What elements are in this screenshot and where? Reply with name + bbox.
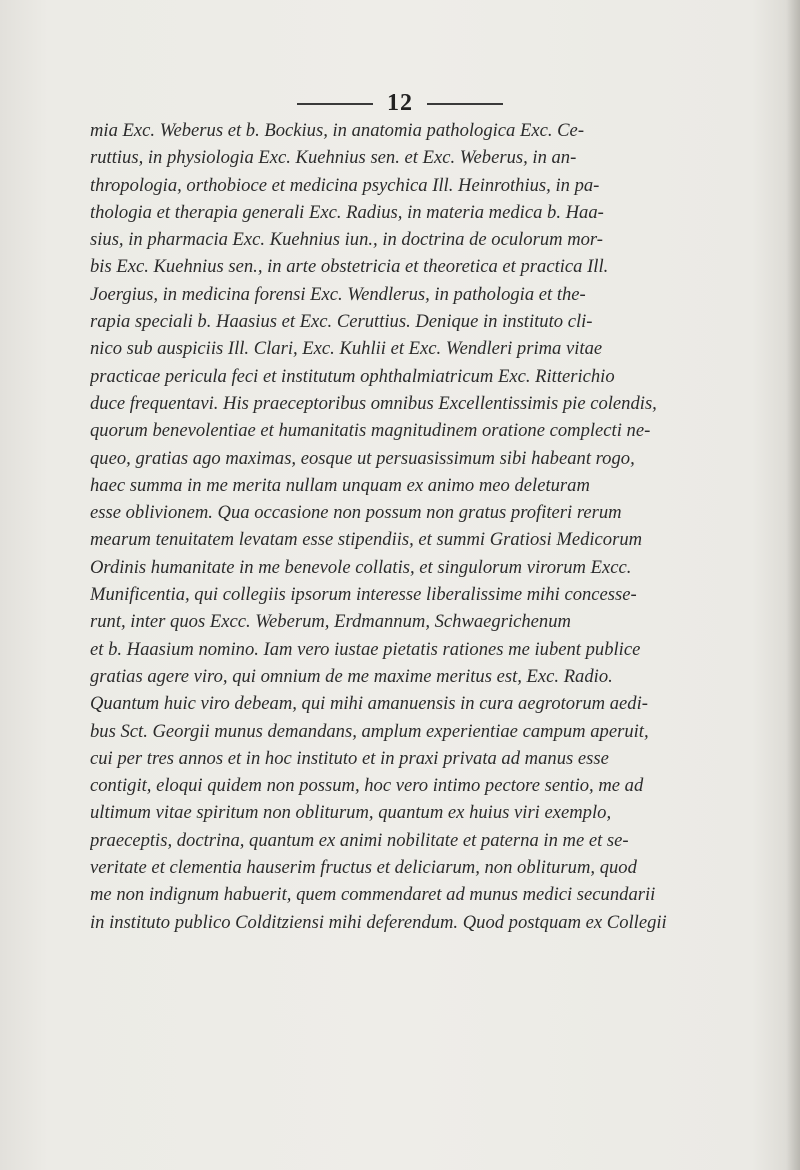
text-line: Munificentia, qui collegiis ipsorum interesse liberalissime mihi concesse- xyxy=(90,584,637,606)
text-line: me non indignum habuerit, quem commendaret ad munus medici secundarii xyxy=(90,884,656,906)
text-line: veritate et clementia hauserim fructus et deliciarum, non obliturum, quod xyxy=(90,857,637,879)
text-line: bus Sct. Georgii munus demandans, amplum experientiae campum aperuit, xyxy=(90,720,649,742)
text-line: gratias agere viro, qui omnium de me maxime meritus est, Exc. Radio. xyxy=(90,665,613,687)
page-number: 12 xyxy=(387,90,413,116)
text-line: thologia et therapia generali Exc. Radius, in materia medica b. Haa- xyxy=(90,201,604,223)
body-text xyxy=(90,117,730,936)
text-line: et b. Haasium nomino. Iam vero iustae pietatis rationes me iubent publice xyxy=(90,638,641,660)
text-line: rapia speciali b. Haasius et Exc. Ceruttius. Denique in instituto cli- xyxy=(90,311,593,333)
header-rule-right xyxy=(427,103,503,105)
text-line: Quantum huic viro debeam, qui mihi amanuensis in cura aegrotorum aedi- xyxy=(90,693,648,715)
text-line: ruttius, in physiologia Exc. Kuehnius sen. et Exc. Weberus, in an- xyxy=(90,147,577,169)
text-line: nico sub auspiciis Ill. Clari, Exc. Kuhlii et Exc. Wendleri prima vitae xyxy=(90,338,603,360)
page-edge-shadow xyxy=(786,0,800,1170)
text-line: esse oblivionem. Qua occasione non possum non gratus profiteri rerum xyxy=(90,502,622,524)
text-line: Ordinis humanitate in me benevole collatis, et singulorum virorum Excc. xyxy=(90,556,632,578)
text-line: queo, gratias ago maximas, eosque ut persuasissimum sibi habeant rogo, xyxy=(90,447,635,469)
text-line: mia Exc. Weberus et b. Bockius, in anatomia pathologica Exc. Ce- xyxy=(90,120,585,141)
text-line: practicae pericula feci et institutum ophthalmiatricum Exc. Ritterichio xyxy=(90,365,615,387)
text-line: quorum benevolentiae et humanitatis magnitudinem oratione complecti ne- xyxy=(90,420,651,442)
text-line: cui per tres annos et in hoc instituto et in praxi privata ad manus esse xyxy=(90,747,609,769)
text-line: thropologia, orthobioce et medicina psychica Ill. Heinrothius, in pa- xyxy=(90,174,600,196)
text-line: haec summa in me merita nullam unquam ex animo meo deleturam xyxy=(90,474,590,496)
page-header xyxy=(0,90,800,117)
text-line: sius, in pharmacia Exc. Kuehnius iun., in doctrina de oculorum mor- xyxy=(90,229,603,251)
text-line: in instituto publico Colditziensi mihi deferendum. Quod postquam ex Collegii xyxy=(90,911,667,933)
text-line: ultimum vitae spiritum non obliturum, quantum ex huius viri exemplo, xyxy=(90,802,612,824)
text-line: Joergius, in medicina forensi Exc. Wendlerus, in pathologia et the- xyxy=(90,283,586,305)
text-line: duce frequentavi. His praeceptoribus omnibus Excellentissimis pie colendis, xyxy=(90,392,657,414)
text-line: contigit, eloqui quidem non possum, hoc vero intimo pectore sentio, me ad xyxy=(90,775,644,797)
text-line: mearum tenuitatem levatam esse stipendiis, et summi Gratiosi Medicorum xyxy=(90,529,643,551)
text-line: runt, inter quos Excc. Weberum, Erdmannum, Schwaegrichenum xyxy=(90,611,571,633)
text-line: bis Exc. Kuehnius sen., in arte obstetricia et theoretica et practica Ill. xyxy=(90,256,609,278)
text-line: praeceptis, doctrina, quantum ex animi nobilitate et paterna in me et se- xyxy=(90,829,629,851)
header-rule-left xyxy=(297,103,373,105)
